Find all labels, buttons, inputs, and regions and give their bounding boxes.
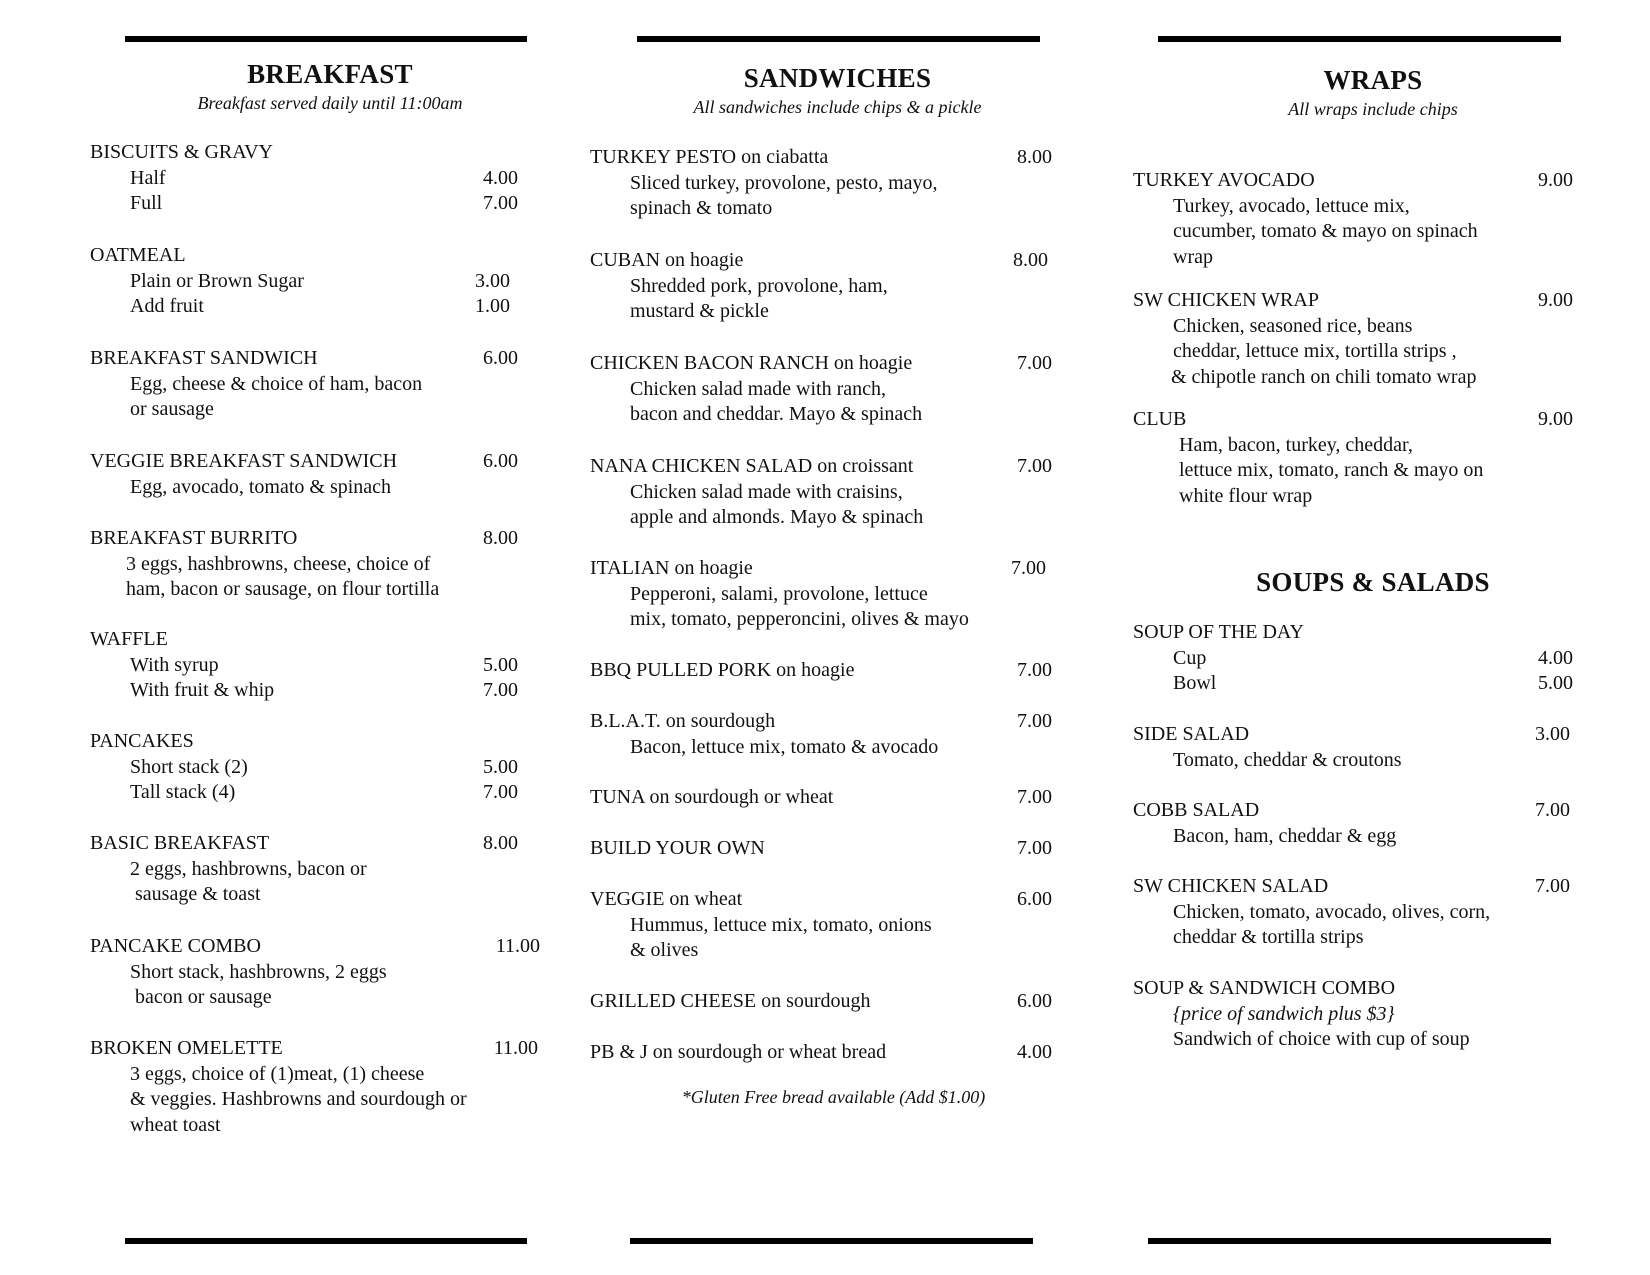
breakfast-column [90,0,560,1275]
option-price: 5.00 [483,755,518,778]
item-price: 6.00 [483,450,518,472]
item-option [90,755,540,781]
option-label: Short stack (2) [130,755,248,778]
menu-item [590,989,1052,1015]
item-description: Sliced turkey, provolone, pesto, mayo, [630,171,938,194]
item-price: 7.00 [1011,557,1046,579]
item-description: mix, tomato, pepperoncini, olives & mayo [630,608,969,631]
item-description: bacon or sausage [130,986,272,1009]
item-price: 6.00 [483,347,518,369]
option-price: 5.00 [1538,672,1573,695]
item-description: spinach & tomato [630,197,773,220]
item-name: NANA CHICKEN SALAD on croissant [590,455,914,477]
item-price: 7.00 [1017,352,1052,374]
item-price: 8.00 [1017,146,1052,168]
item-price: 7.00 [1017,455,1052,477]
item-header [90,449,540,475]
item-name: CLUB [1133,408,1187,430]
item-description: & veggies. Hashbrowns and sourdough or [130,1088,467,1111]
option-label: Plain or Brown Sugar [130,269,304,292]
item-price: 11.00 [495,935,540,957]
item-option [1133,671,1573,697]
item-description: or sausage [130,398,214,421]
item-description: Pepperoni, salami, provolone, lettuce [630,582,928,605]
item-option [90,191,540,217]
item-name: WAFFLE [90,628,168,650]
item-name: BUILD YOUR OWN [590,837,765,859]
item-description: Sandwich of choice with cup of soup [1173,1028,1470,1051]
option-price: 7.00 [483,192,518,215]
option-price: 7.00 [483,781,518,804]
item-price: 7.00 [1535,875,1570,897]
item-name: B.L.A.T. on sourdough [590,710,776,732]
item-header [590,145,1052,171]
item-header [1133,874,1570,900]
menu-item [1133,798,1570,849]
item-description: sausage & toast [130,883,261,906]
item-price: 7.00 [1535,799,1570,821]
soups-title: SOUPS & SALADS [1256,567,1490,597]
menu-item [90,449,540,500]
item-header [90,934,560,960]
item-header [1133,722,1570,748]
menu-item [90,526,560,603]
item-header [590,709,1052,735]
menu-item [1133,620,1573,697]
item-price: 7.00 [1017,837,1052,859]
menu-item [590,1040,1052,1066]
menu-item [90,831,540,908]
item-name: PB & J on sourdough or wheat bread [590,1041,887,1063]
item-description: wheat toast [130,1113,221,1136]
item-name: VEGGIE BREAKFAST SANDWICH [90,450,398,472]
item-description: Shredded pork, provolone, ham, [630,274,888,297]
item-description: 3 eggs, choice of (1)meat, (1) cheese [130,1062,425,1085]
item-header [590,887,1052,913]
item-price: 6.00 [1017,990,1052,1012]
item-description: Bacon, ham, cheddar & egg [1173,824,1397,847]
option-price: 5.00 [483,653,518,676]
item-name: CHICKEN BACON RANCH on hoagie [590,352,913,374]
item-option [90,678,540,704]
menu-item [90,140,540,217]
menu-item [590,836,1052,862]
item-name: TUNA on sourdough or wheat [590,786,834,808]
option-label: Cup [1173,646,1207,669]
option-price: 4.00 [483,166,518,189]
item-description: Turkey, avocado, lettuce mix, [1173,194,1410,217]
item-price: 8.00 [483,832,518,854]
breakfast-subtitle: Breakfast served daily until 11:00am [197,93,463,113]
item-header [1133,798,1570,824]
item-header [590,556,1046,582]
item-description: Chicken, seasoned rice, beans [1173,314,1413,337]
item-price: 3.00 [1535,723,1570,745]
item-description: white flour wrap [1179,484,1313,507]
item-header [1133,288,1573,314]
item-description: mustard & pickle [630,300,769,323]
item-price: 8.00 [1013,249,1048,271]
option-label: Full [130,192,163,215]
wraps-title: WRAPS [1323,65,1423,95]
menu-item [590,454,1052,531]
item-description: Chicken salad made with craisins, [630,480,903,503]
item-description: cheddar & tortilla strips [1173,926,1364,949]
item-header [590,785,1052,811]
option-label: Bowl [1173,672,1217,695]
item-name: BISCUITS & GRAVY [90,141,273,163]
item-name: OATMEAL [90,244,186,266]
item-name: BREAKFAST SANDWICH [90,347,318,369]
item-description: & chipotle ranch on chili tomato wrap [1171,365,1477,388]
menu-item [90,729,540,806]
item-description: Egg, avocado, tomato & spinach [130,475,392,498]
menu-item [1133,288,1573,390]
item-description: Egg, cheese & choice of ham, bacon [130,372,423,395]
item-price: 7.00 [1017,659,1052,681]
option-price: 4.00 [1538,646,1573,669]
item-name: PANCAKES [90,730,194,752]
wraps-header [1133,64,1573,122]
item-description: cheddar, lettuce mix, tortilla strips , [1173,340,1457,363]
breakfast-title: BREAKFAST [247,59,413,89]
menu-item [590,248,1048,325]
item-price: 4.00 [1017,1041,1052,1063]
sandwiches-subtitle: All sandwiches include chips & a pickle [693,97,982,117]
item-name: SW CHICKEN SALAD [1133,875,1329,897]
option-price: 1.00 [475,295,510,318]
menu-item [1133,168,1573,270]
item-header [590,989,1052,1015]
item-description: Bacon, lettuce mix, tomato & avocado [630,735,939,758]
item-price: 7.00 [1017,786,1052,808]
item-header [90,346,540,372]
item-description: ham, bacon or sausage, on flour tortilla [126,578,440,601]
item-price: 9.00 [1538,289,1573,311]
item-price: 9.00 [1538,169,1573,191]
item-name: SOUP & SANDWICH COMBO [1133,977,1396,999]
menu-item [1133,722,1570,773]
menu-item [590,709,1052,760]
item-price-note: {price of sandwich plus $3} [1173,1002,1395,1025]
option-label: Tall stack (4) [130,781,236,804]
item-price: 9.00 [1538,408,1573,430]
item-description: 2 eggs, hashbrowns, bacon or [130,857,367,880]
item-header [590,658,1052,684]
item-name: BASIC BREAKFAST [90,832,270,854]
item-option [90,269,540,295]
menu-item [90,243,540,320]
option-label: With syrup [130,653,219,676]
menu-item [590,145,1052,222]
item-header [1133,407,1573,433]
menu-item [590,351,1052,428]
item-description: wrap [1173,245,1213,268]
item-description: bacon and cheddar. Mayo & spinach [630,403,923,426]
item-description: Chicken salad made with ranch, [630,377,887,400]
option-label: Add fruit [130,295,204,318]
item-description: Ham, bacon, turkey, cheddar, [1179,433,1413,456]
option-price: 3.00 [475,269,510,292]
item-option [90,653,540,679]
item-header [90,831,540,857]
menu-item [90,1036,560,1138]
item-name: PANCAKE COMBO [90,935,261,957]
menu-item [590,785,1052,811]
item-name: BREAKFAST BURRITO [90,527,298,549]
item-name: TURKEY PESTO on ciabatta [590,146,829,168]
menu-item [1133,407,1573,509]
item-option [90,780,540,806]
option-label: Half [130,166,166,189]
item-header [90,1036,560,1062]
menu-item [590,658,1052,684]
menu-item [590,887,1052,964]
item-header [590,1040,1052,1066]
item-description: Short stack, hashbrowns, 2 eggs [130,960,387,983]
wraps-column [1133,0,1573,1275]
item-name: SW CHICKEN WRAP [1133,289,1319,311]
item-description: 3 eggs, hashbrowns, cheese, choice of [126,552,431,575]
gluten-free-note: *Gluten Free bread available (Add $1.00) [681,1087,986,1107]
sandwiches-title: SANDWICHES [743,63,932,93]
item-description: Chicken, tomato, avocado, olives, corn, [1173,900,1491,923]
item-description: cucumber, tomato & mayo on spinach [1173,220,1478,243]
item-description: & olives [630,939,699,962]
item-option [90,294,540,320]
menu-item [590,556,1065,633]
item-description: Tomato, cheddar & croutons [1173,748,1402,771]
item-name: GRILLED CHEESE on sourdough [590,990,871,1012]
item-name: CUBAN on hoagie [590,249,744,271]
item-description: lettuce mix, tomato, ranch & mayo on [1179,459,1484,482]
item-header [1133,168,1573,194]
item-price: 8.00 [483,527,518,549]
item-price: 6.00 [1017,888,1052,910]
breakfast-header [90,58,560,116]
item-description: Hummus, lettuce mix, tomato, onions [630,913,932,936]
menu-item [90,627,540,704]
item-price: 11.00 [493,1037,538,1059]
menu-item [90,346,540,423]
item-name: SOUP OF THE DAY [1133,621,1304,643]
option-label: With fruit & whip [130,679,275,702]
item-header [90,526,540,552]
item-header [590,454,1052,480]
wraps-subtitle: All wraps include chips [1288,99,1458,119]
item-option [1133,646,1573,672]
sandwiches-column [590,0,1065,1275]
item-name: ITALIAN on hoagie [590,557,753,579]
item-header [590,248,1048,274]
item-description: apple and almonds. Mayo & spinach [630,506,924,529]
menu-item [1133,874,1570,951]
item-name: TURKEY AVOCADO [1133,169,1315,191]
item-option [90,166,540,192]
menu-item [90,934,560,1011]
option-price: 7.00 [483,679,518,702]
item-header [590,836,1052,862]
item-name: SIDE SALAD [1133,723,1250,745]
sandwiches-header [590,62,1065,120]
item-name: VEGGIE on wheat [590,888,743,910]
item-header [590,351,1052,377]
item-name: COBB SALAD [1133,799,1260,821]
item-name: BBQ PULLED PORK on hoagie [590,659,855,681]
item-name: BROKEN OMELETTE [90,1037,283,1059]
menu-item [1133,976,1573,1053]
item-price: 7.00 [1017,710,1052,732]
